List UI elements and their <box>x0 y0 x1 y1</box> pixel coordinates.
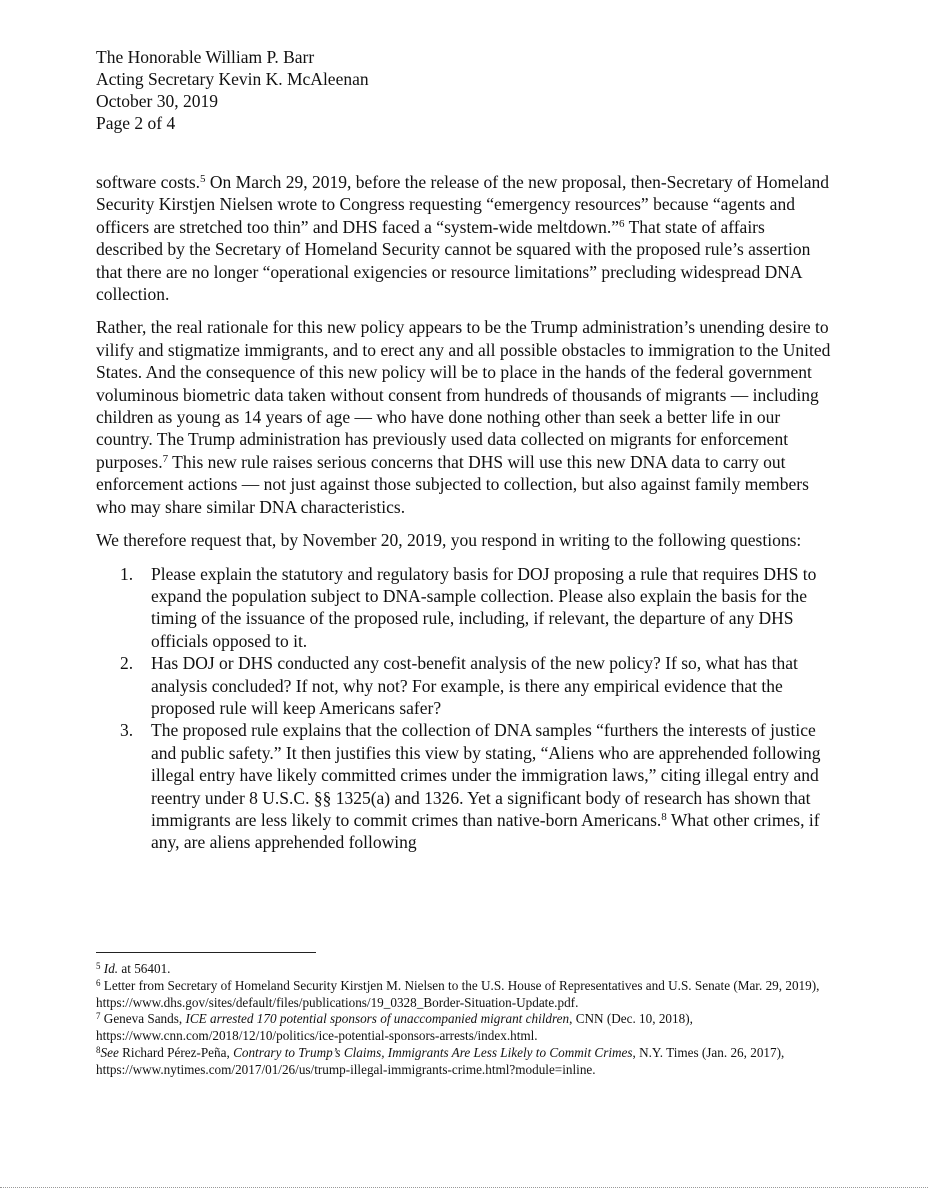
paragraph-2: Rather, the real rationale for this new policy appears to be the Trump administration’s unending desire to vilify and stigmatize immigrants, and to erect any and all possible obstacles to immigration to the United States. And the consequence of this new policy will be to place in the hands of the federal government voluminous biometric data taken without consent from hundreds of thousands of migrants — including children as young as 14 years of age — who have done nothing other than seek a better life in our country. The Trump administration has previously used data collected on migrants for enforcement purposes.$^7$ This new rule raises serious concerns that DHS will use this new DNA data to carry out enforcement actions — not just against those subjected to collection, but also against family members who may share similar DNA characteristics. <box>96 317 831 517</box>
page-number: Page 2 of 4 <box>96 113 176 133</box>
addressee-line-2: Acting Secretary Kevin K. McAleenan <box>96 69 369 89</box>
scan-edge-line <box>0 1187 928 1188</box>
paragraph-3: We therefore request that, by November 20, 2019, you respond in writing to the following questions: <box>96 530 802 551</box>
footnote-8: $^8$See Richard Pérez-Peña, Contrary to Trump’s Claims, Immigrants Are Less Likely to Commit Crimes, N.Y. Times (Jan. 26, 2017), https://www.nytimes.com/2017/01/26/us/trump-illegal-immigrants-crime.html?module=inline. <box>96 1044 785 1077</box>
footnote-7: $^7$ Geneva Sands, ICE arrested 170 potential sponsors of unaccompanied migrant children, CNN (Dec. 10, 2018), https://www.cnn.com/2018/12/10/politics/ice-potential-sponsors-arrests/index.html. <box>96 1011 693 1044</box>
letter-body <box>96 171 832 854</box>
footnote-6: $^6$ Letter from Secretary of Homeland Security Kirstjen M. Nielsen to the U.S. House of Representatives and U.S. Senate (Mar. 29, 2019), https://www.dhs.gov/sites/default/files/publications/19_0328_Border-Situation-Update.pdf. <box>96 977 820 1010</box>
question-1: 1. Please explain the statutory and regulatory basis for DOJ proposing a rule that requires DHS to expand the population subject to DNA-sample collection. Please also explain the basis for the timing of the issuance of the proposed rule, including, if relevant, the departure of any DHS officials opposed to it. <box>120 563 817 651</box>
footnote-ref-7: 7 <box>162 452 169 465</box>
question-3: 3. The proposed rule explains that the collection of DNA samples “furthers the interests of justice and public safety.” It then justifies this view by stating, “Aliens who are apprehended following illegal entry have likely committed crimes under the immigration laws,” citing illegal entry and reentry under 8 U.S.C. §§ 1325(a) and 1326. Yet a significant body of research has shown that immigrants are less likely to commit crimes than native-born Americans.$^8$ What other crimes, if any, are aliens apprehended following <box>120 720 821 853</box>
footnote-ref-8: 8 <box>661 810 667 823</box>
footnote-divider <box>96 952 316 953</box>
question-2: 2. Has DOJ or DHS conducted any cost-benefit analysis of the new policy? If so, what has that analysis concluded? If not, why not? For example, is there any empirical evidence that the proposed rule will keep Americans safer? <box>120 653 798 718</box>
footnote-ref-6: 6 <box>619 217 625 230</box>
question-list <box>96 563 832 854</box>
footnotes <box>96 961 836 1079</box>
paragraph-1: software costs.$^5$ On March 29, 2019, before the release of the new proposal, then-Secretary of Homeland Security Kirstjen Nielsen wrote to Congress requesting “emergency resources” because “agents and officers are stretched too thin” and DHS faced a “system-wide meltdown.”$^6$ That state of affairs described by the Secretary of Homeland Security cannot be squared with the proposed rule’s assertion that there are no longer “operational exigencies or resource limitations” precluding widespread DNA collection. <box>96 172 829 305</box>
addressee-line-1: The Honorable William P. Barr <box>96 47 315 67</box>
footnote-ref-5: 5 <box>200 173 206 185</box>
letter-header <box>96 46 369 134</box>
letter-date: October 30, 2019 <box>96 91 218 111</box>
footnote-5: $^5$ Id. at 56401. <box>96 961 171 976</box>
